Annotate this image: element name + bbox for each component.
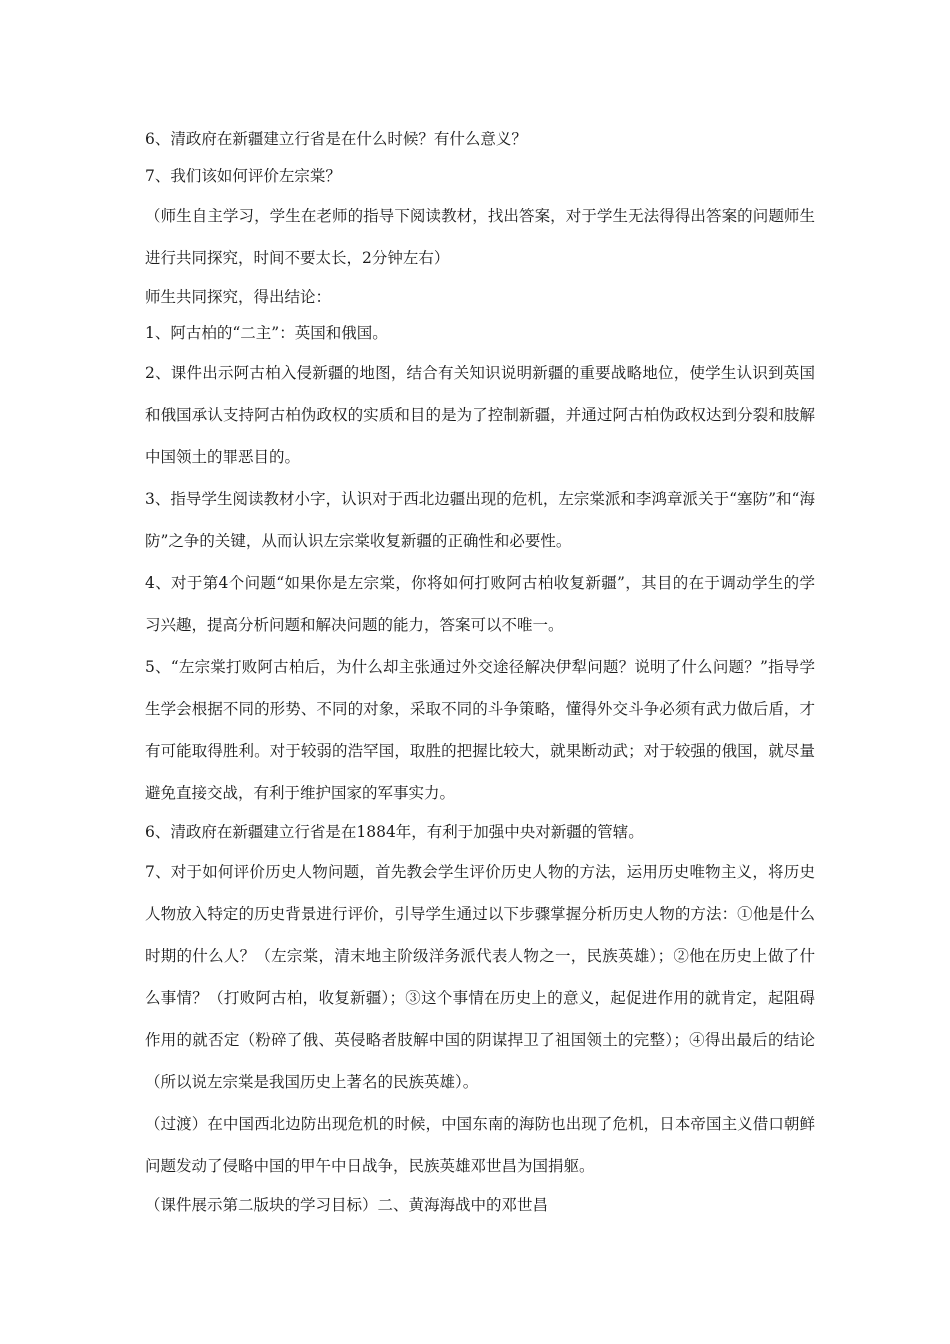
answer-4: 4、对于第4个问题“如果你是左宗棠，你将如何打败阿古柏收复新疆”，其目的在于调动学生的学习兴趣，提高分析问题和解决问题的能力，答案可以不唯一。 xyxy=(145,574,815,635)
answer-7: 7、对于如何评价历史人物问题，首先教会学生评价历史人物的方法，运用历史唯物主义，将历史人物放入特定的历史背景进行评价，引导学生通过以下步骤掌握分析历史人物的方法：①他是什么时期的什么人？（左宗棠，清末地主阶级洋务派代表人物之一，民族英雄）；②他在历史上做了什么事情？（打败阿古柏，收复新疆）；③这个事情在历史上的意义，起促进作用的就肯定，起阻碍作用的就否定（粉碎了俄、英侵略者肢解中国的阴谋捍卫了祖国领土的完整）；④得出最后的结论（所以说左宗棠是我国历史上著名的民族英雄）。 xyxy=(145,862,815,1091)
answer-2: 2、课件出示阿古柏入侵新疆的地图，结合有关知识说明新疆的重要战略地位，使学生认识到英国和俄国承认支持阿古柏伪政权的实质和目的是为了控制新疆，并通过阿古柏伪政权达到分裂和肢解中国领土的罪恶目的。 xyxy=(145,364,815,467)
conclusion-heading: 师生共同探究，得出结论： xyxy=(145,287,332,306)
document-body xyxy=(145,121,815,1224)
question-7: 7、我们该如何评价左宗棠？ xyxy=(145,166,341,185)
section-two-heading: （课件展示第二版块的学习目标）二、黄海海战中的邓世昌 xyxy=(145,1195,549,1214)
answer-1: 1、阿古柏的“二主”：英国和俄国。 xyxy=(145,324,388,343)
answer-6: 6、清政府在新疆建立行省是在1884年，有利于加强中央对新疆的管辖。 xyxy=(145,823,644,842)
study-instruction: （师生自主学习，学生在老师的指导下阅读教材，找出答案，对于学生无法得得出答案的问题师生进行共同探究，时间不要太长，2分钟左右） xyxy=(145,206,815,267)
transition-paragraph: （过渡）在中国西北边防出现危机的时候，中国东南的海防也出现了危机，日本帝国主义借口朝鲜问题发动了侵略中国的甲午中日战争，民族英雄邓世昌为国捐躯。 xyxy=(145,1114,815,1175)
answer-5: 5、“左宗棠打败阿古柏后，为什么却主张通过外交途径解决伊犁问题？说明了什么问题？”指导学生学会根据不同的形势、不同的对象，采取不同的斗争策略，懂得外交斗争必须有武力做后盾，才有可能取得胜利。对于较弱的浩罕国，取胜的把握比较大，就果断动武；对于较强的俄国，就尽量避免直接交战，有利于维护国家的军事实力。 xyxy=(145,658,815,803)
question-6: 6、清政府在新疆建立行省是在什么时候？有什么意义？ xyxy=(145,130,527,148)
answer-3: 3、指导学生阅读教材小字，认识对于西北边疆出现的危机，左宗棠派和李鸿章派关于“塞防”和“海防”之争的关键，从而认识左宗棠收复新疆的正确性和必要性。 xyxy=(145,490,815,551)
